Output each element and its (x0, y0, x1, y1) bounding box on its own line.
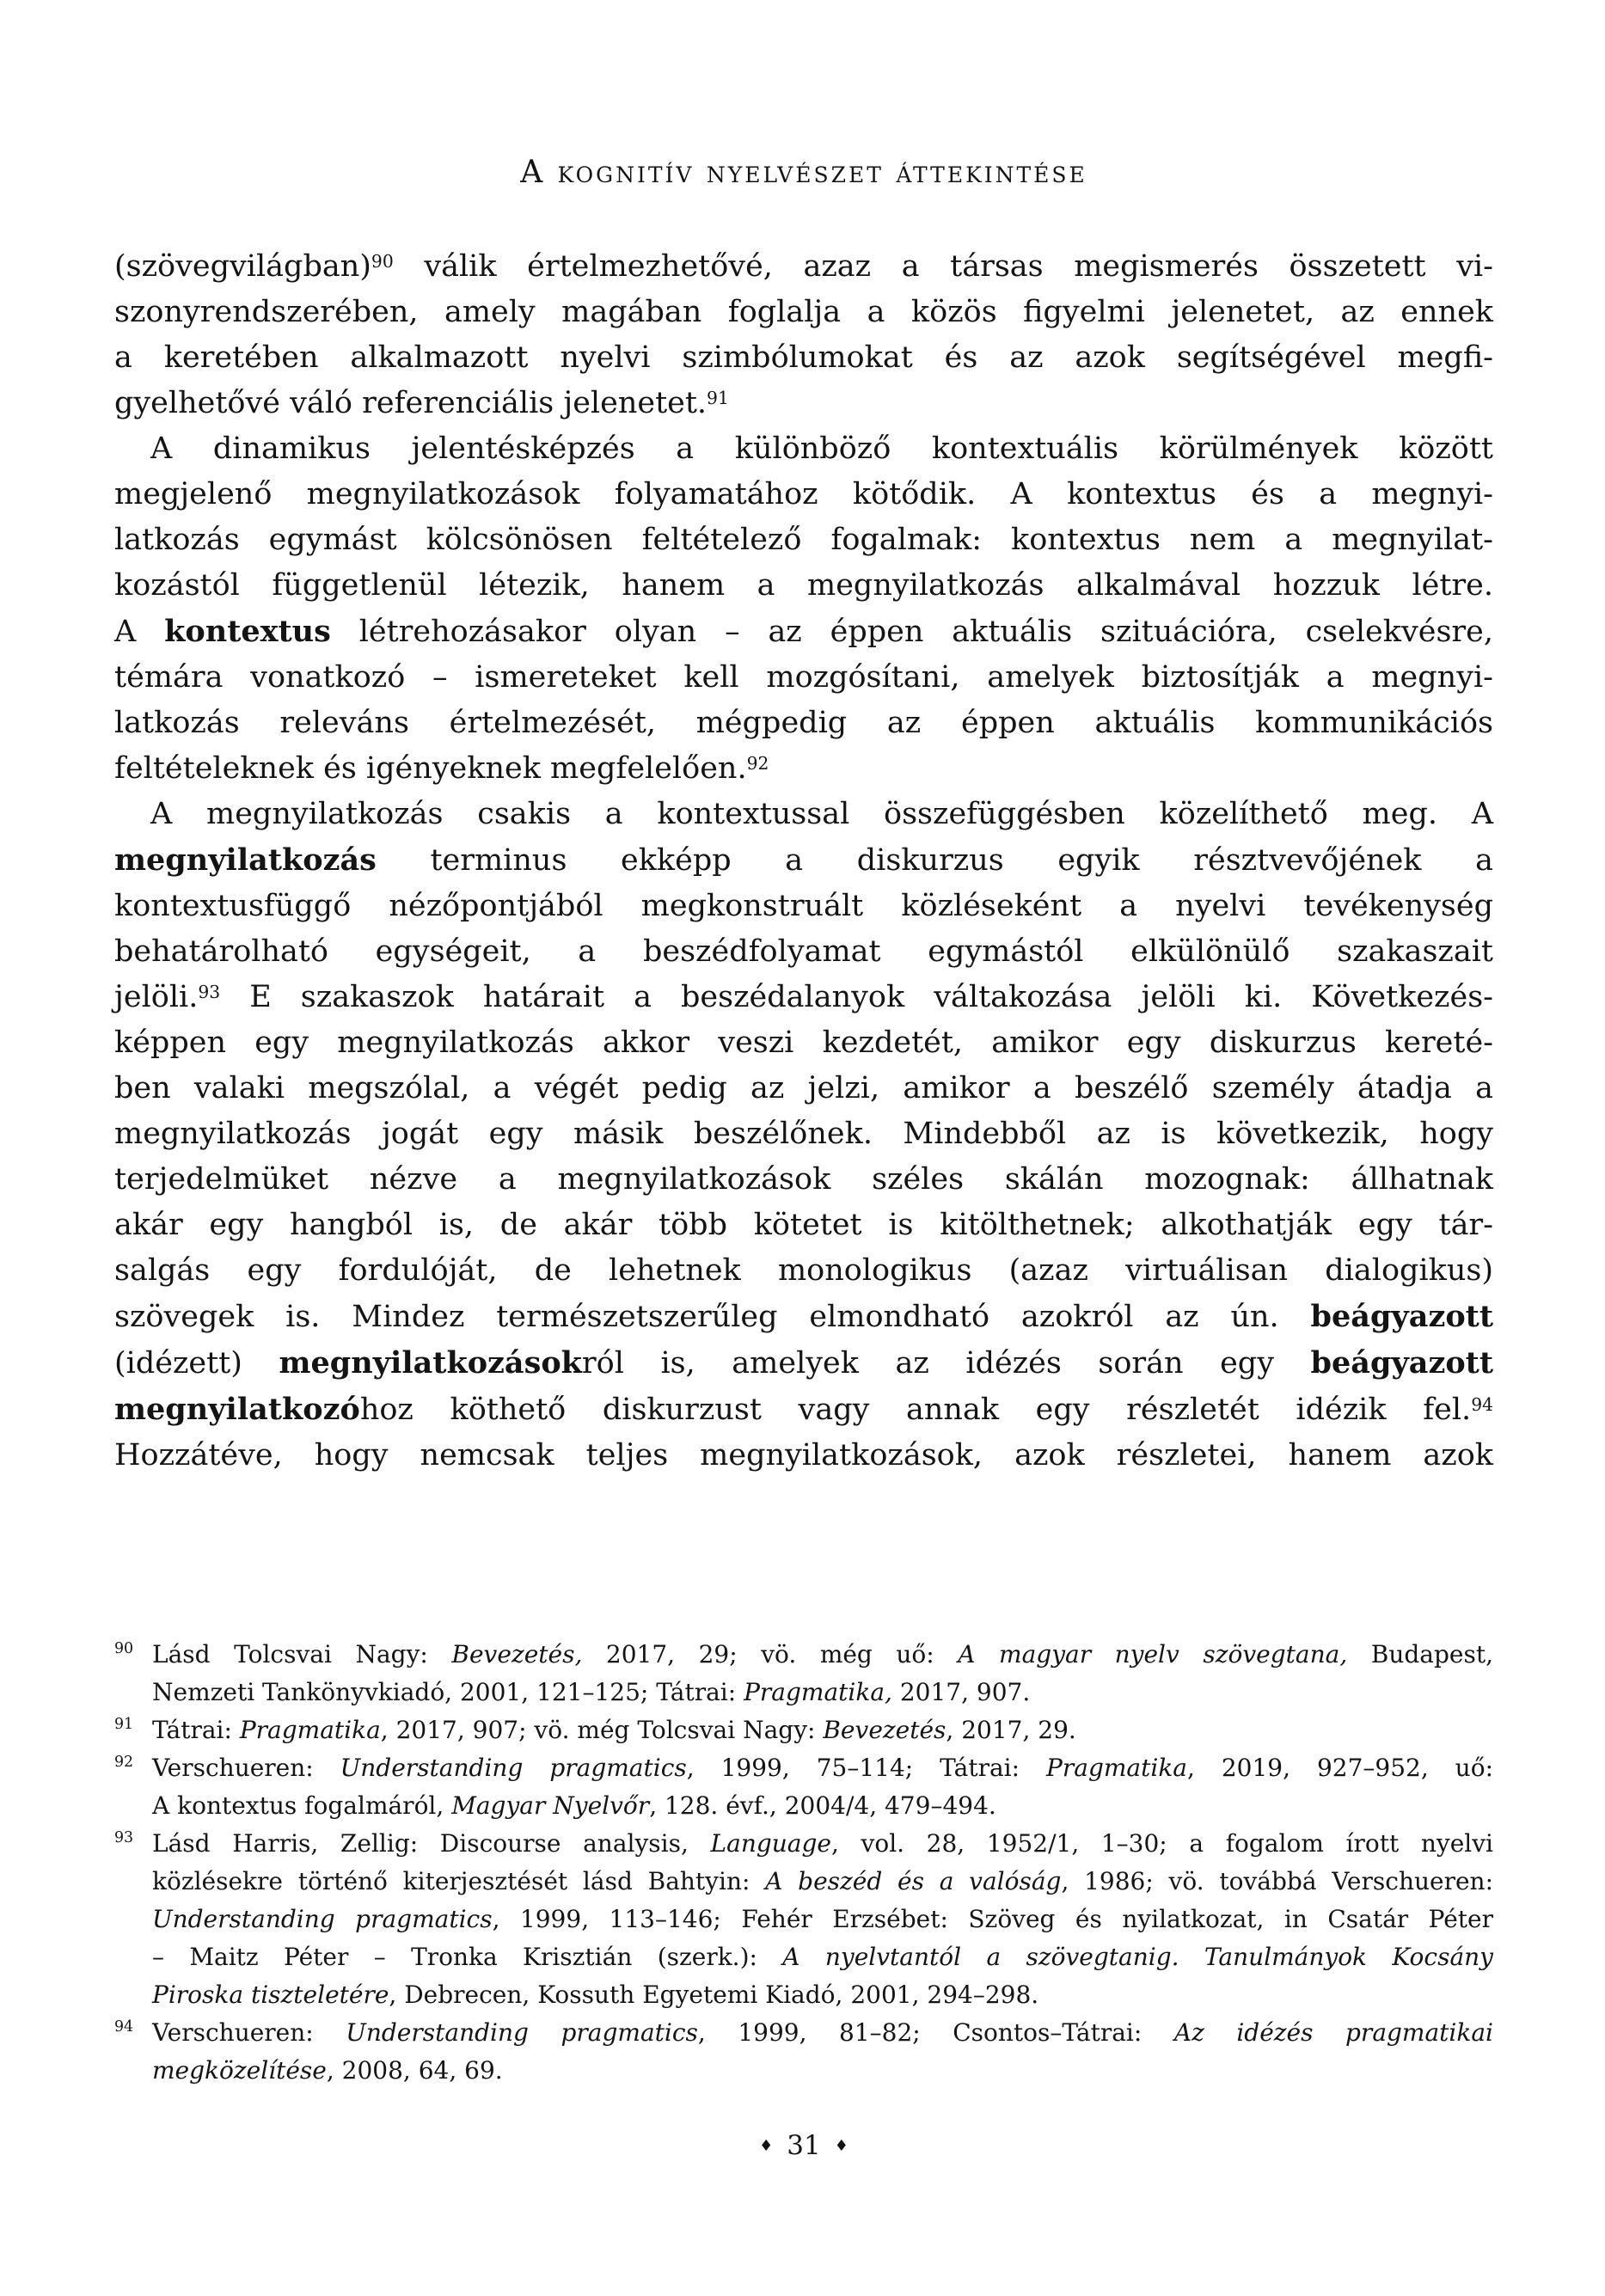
text-line (114, 1020, 1493, 1066)
page-number-row (114, 2130, 1493, 2161)
footnote-number: 92 (114, 1754, 134, 1771)
text-run: Magyar Nyelvőr (451, 1791, 650, 1820)
text-line (114, 792, 1493, 837)
text-run: salgás egy fordulóját, de lehetnek monologikus (azaz virtuálisan dialogikus) (114, 1253, 1493, 1288)
text-line (114, 381, 1493, 426)
footnote-reference: 90 (371, 250, 394, 272)
text-line (114, 609, 1493, 655)
text-line (114, 1340, 1493, 1387)
text-run: válik értelmezhetővé, azaz a társas megismerés összetett vi- (393, 249, 1493, 284)
text-line (114, 1248, 1493, 1294)
footnote (114, 1711, 1493, 1749)
text-run: Bevezetés (823, 1716, 946, 1744)
text-run: megnyilatkozások (279, 1345, 582, 1381)
footnote-line (152, 1711, 1493, 1749)
text-run: megközelítése (152, 2056, 327, 2085)
text-line (114, 335, 1493, 381)
text-line (114, 472, 1493, 517)
text-run: , 2008, 64, 69. (326, 2056, 503, 2085)
footnotes (114, 1636, 1493, 2090)
text-run: E szakaszok határait a beszédalanyok váltakozása jelöli ki. Következés- (220, 980, 1493, 1014)
footnote-number: 91 (114, 1716, 134, 1733)
text-run: Verschueren: (152, 2018, 346, 2047)
text-run: ben valaki megszólal, a végét pedig az jelzi, amikor a beszélő személy átadja a (114, 1071, 1493, 1105)
text-line (114, 1066, 1493, 1111)
footnote-line (152, 1976, 1493, 2014)
footnote-line (152, 1901, 1493, 1938)
text-run: Pragmatika, (744, 1678, 892, 1706)
footnote-line (152, 1749, 1493, 1787)
text-run: 2017, 29; vö. még uő: (582, 1640, 959, 1668)
paragraph (114, 426, 1493, 792)
text-run: , 2019, 927–952, uő: (1186, 1754, 1493, 1782)
text-run: gyelhetővé váló referenciális jelenetet. (114, 386, 708, 420)
diamond-ornament-left: ♦ (759, 2137, 774, 2155)
text-run: Language (710, 1829, 831, 1858)
footnote-reference: 92 (746, 752, 769, 774)
text-line (114, 929, 1493, 975)
text-run: A kontextus fogalmáról, (152, 1791, 452, 1820)
text-line (114, 244, 1493, 290)
text-run: közlésekre történő kiterjesztését lásd Bahtyin: (152, 1867, 766, 1895)
text-line (114, 426, 1493, 472)
footnote (114, 1636, 1493, 1711)
text-run: Piroska tiszteletére (152, 1981, 389, 2009)
text-line (114, 290, 1493, 335)
page-number: 31 (787, 2130, 821, 2161)
text-run: latkozás releváns értelmezését, mégpedig az éppen aktuális kommunikációs (114, 706, 1493, 740)
text-run: kozástól függetlenül létezik, hanem a megnyilatkozás alkalmával hozzuk létre. (114, 568, 1493, 603)
text-run: Az idézés pragmatikai (1173, 2018, 1493, 2047)
text-run: A magyar nyelv szövegtana, (958, 1640, 1348, 1668)
footnote (114, 1825, 1493, 2014)
text-run: Lásd Harris, Zellig: Discourse analysis, (152, 1829, 711, 1858)
text-run: Tátrai: (152, 1716, 240, 1744)
footnote-line (152, 1863, 1493, 1901)
text-line (114, 517, 1493, 563)
text-run: kontextusfüggő nézőpontjából megkonstruált közléseként a nyelvi tevékenység (114, 889, 1493, 923)
text-run: hoz köthető diskurzust vagy annak egy részletét idézik fel. (359, 1393, 1472, 1427)
text-run: A (114, 615, 165, 649)
text-run: a keretében alkalmazott nyelvi szimbólumokat és az azok segítségével megfi- (114, 340, 1493, 375)
text-run: – Maitz Péter – Tronka Krisztián (szerk.): (152, 1943, 783, 1971)
text-line (114, 1294, 1493, 1340)
diamond-ornament-right: ♦ (834, 2137, 848, 2155)
text-run: Bevezetés, (451, 1640, 583, 1668)
text-run: latkozás egymást kölcsönösen feltételező fogalmak: kontextus nem a megnyilat- (114, 523, 1493, 557)
text-run: A nyelvtantól a szövegtanig. Tanulmányok Kocsány (782, 1943, 1493, 1971)
text-line (114, 975, 1493, 1020)
text-run: Understanding pragmatics (152, 1905, 493, 1933)
footnote-line (152, 2052, 1493, 2090)
text-run: akár egy hangból is, de akár több kötetet is kitölthetnek; alkothatják egy tár- (114, 1208, 1493, 1242)
text-run: Nemzeti Tankönyvkiadó, 2001, 121–125; Tátrai: (152, 1678, 744, 1706)
text-run: Understanding pragmatics (346, 2018, 698, 2047)
text-run: Pragmatika (1046, 1754, 1187, 1782)
footnote-line (152, 1938, 1493, 1976)
text-run: megnyilatkozó (114, 1392, 360, 1427)
text-run: megjelenő megnyilatkozások folyamatához kötődik. A kontextus és a megnyi- (114, 477, 1493, 511)
text-run: beágyazott (1310, 1299, 1493, 1334)
text-line (114, 1111, 1493, 1157)
text-run: szövegek is. Mindez természetszerűleg elmondható azokról az ún. (114, 1300, 1311, 1334)
text-run: témára vonatkozó – ismereteket kell mozgósítani, amelyek biztosítják a megnyi- (114, 660, 1493, 695)
text-run: létrehozásakor olyan – az éppen aktuális szituációra, cselekvésre, (330, 615, 1493, 649)
footnote-line (152, 1674, 1493, 1711)
body-text (114, 244, 1493, 1479)
text-run: (szövegvilágban) (114, 249, 371, 284)
text-run: , 1999, 113–146; Fehér Erzsébet: Szöveg és nyilatkozat, in Csatár Péter (492, 1905, 1493, 1933)
footnote (114, 1749, 1493, 1825)
text-line (114, 884, 1493, 929)
footnote-number: 90 (114, 1640, 134, 1657)
text-run: , vol. 28, 1952/1, 1–30; a fogalom írott nyelvi (831, 1829, 1493, 1858)
text-run: szonyrendszerében, amely magában foglalja a közös figyelmi jelenetet, az ennek (114, 295, 1493, 329)
text-run: A megnyilatkozás csakis a kontextussal összefüggésben közelíthető meg. A (150, 797, 1493, 831)
text-run: Understanding pragmatics (340, 1754, 687, 1782)
text-run: Budapest, (1347, 1640, 1494, 1668)
text-run: , Debrecen, Kossuth Egyetemi Kiadó, 2001, 294–298. (389, 1981, 1039, 2009)
text-run: , 2017, 29. (946, 1716, 1076, 1744)
paragraph (114, 244, 1493, 426)
paragraph (114, 792, 1493, 1479)
text-run: , 2017, 907; vö. még Tolcsvai Nagy: (380, 1716, 824, 1744)
text-line (114, 563, 1493, 609)
text-run: 2017, 907. (891, 1678, 1031, 1706)
text-run: Hozzátéve, hogy nemcsak teljes megnyilatkozások, azok részletei, hanem azok (114, 1438, 1493, 1473)
footnote-number: 94 (114, 2018, 134, 2036)
footnote-number: 93 (114, 1829, 134, 1846)
text-line (114, 837, 1493, 884)
text-run: beágyazott (1310, 1345, 1494, 1381)
text-run: megnyilatkozás (114, 842, 377, 878)
footnote-line (152, 1825, 1493, 1863)
footnote-line (152, 2014, 1493, 2052)
footnote-reference: 94 (1471, 1393, 1493, 1415)
text-line (114, 1203, 1493, 1248)
footnote (114, 2014, 1493, 2090)
text-run: , 1999, 81–82; Csontos–Tátrai: (697, 2018, 1174, 2047)
text-run: , 1999, 75–114; Tátrai: (686, 1754, 1047, 1782)
footnote-line (152, 1636, 1493, 1674)
text-run: jelöli. (114, 980, 199, 1014)
text-run: (idézett) (114, 1346, 279, 1381)
text-run: ról is, amelyek az idézés során egy (581, 1346, 1311, 1381)
text-run: , 128. évf., 2004/4, 479–494. (649, 1791, 996, 1820)
text-run: Pragmatika (239, 1716, 381, 1744)
text-line (114, 655, 1493, 701)
text-run: terjedelmüket nézve a megnyilatkozások széles skálán mozognak: állhatnak (114, 1162, 1493, 1197)
text-line (114, 1387, 1493, 1433)
text-run: kontextus (164, 614, 331, 649)
footnote-reference: 93 (198, 981, 221, 1002)
text-run: Lásd Tolcsvai Nagy: (152, 1640, 452, 1668)
text-run: terminus ekképp a diskurzus egyik résztvevőjének a (376, 843, 1493, 878)
text-run: feltételeknek és igényeknek megfelelően. (114, 751, 747, 786)
footnote-line (152, 1787, 1493, 1825)
text-line (114, 701, 1493, 746)
text-run: képpen egy megnyilatkozás akkor veszi kezdetét, amikor egy diskurzus kereté- (114, 1026, 1493, 1060)
running-header: A kognitív nyelvészet áttekintése (520, 155, 1087, 190)
text-run: Verschueren: (152, 1754, 340, 1782)
text-line (114, 746, 1493, 792)
text-run: behatárolható egységeit, a beszédfolyamat egymástól elkülönülő szakaszait (114, 934, 1493, 969)
text-run: A dinamikus jelentésképzés a különböző kontextuális körülmények között (150, 432, 1493, 466)
footnote-reference: 91 (707, 387, 729, 408)
text-line (114, 1433, 1493, 1479)
text-line (114, 1157, 1493, 1203)
text-run: , 1986; vö. továbbá Verschueren: (1061, 1867, 1494, 1895)
text-run: megnyilatkozás jogát egy másik beszélőnek. Mindebből az is következik, hogy (114, 1117, 1493, 1151)
text-run: A beszéd és a valóság (765, 1867, 1062, 1895)
